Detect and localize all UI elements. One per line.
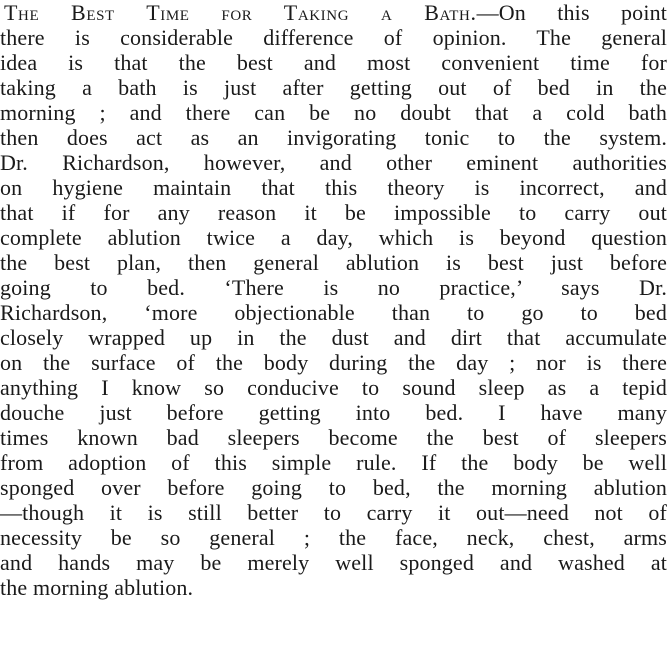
article-line-19: from adoption of this simple rule. If the body be well [0,450,667,475]
article-line-6: then does act as an invigorating tonic to the system. [0,125,667,150]
article-line-5: morning ; and there can be no doubt that a cold bath [0,100,667,125]
article-line-10: complete ablution twice a day, which is beyond question [0,225,667,250]
article-line-1-text: —On this point [476,0,667,25]
article-line-11: the best plan, then general ablution is best just before [0,250,667,275]
article-line-7: Dr. Richardson, however, and other eminent authorities [0,150,667,175]
article-line-14: closely wrapped up in the dust and dirt that accumulate [0,325,667,350]
article-line-18: times known bad sleepers become the best of sleepers [0,425,667,450]
article-line-1 [0,0,667,25]
article-line-8: on hygiene maintain that this theory is incorrect, and [0,175,667,200]
article-line-22: necessity be so general ; the face, neck, chest, arms [0,525,667,550]
article-line-13: Richardson, ‘more objectionable than to go to bed [0,300,667,325]
article-line-2: there is considerable difference of opinion. The general [0,25,667,50]
article-line-21: —though it is still better to carry it out—need not of [0,500,667,525]
article-line-9: that if for any reason it be impossible to carry out [0,200,667,225]
article-line-4: taking a bath is just after getting out of bed in the [0,75,667,100]
article-line-17: douche just before getting into bed. I have many [0,400,667,425]
article-line-23: and hands may be merely well sponged and washed at [0,550,667,575]
article-line-12: going to bed. ‘There is no practice,’ says Dr. [0,275,667,300]
article-line-20: sponged over before going to bed, the morning ablution [0,475,667,500]
article-heading: The Best Time for Taking a Bath. [4,0,477,25]
article-line-24: the morning ablution. [0,575,194,600]
article-line-3: idea is that the best and most convenient time for [0,50,667,75]
article-line-16: anything I know so conducive to sound sleep as a tepid [0,375,667,400]
article-line-15: on the surface of the body during the day ; nor is there [0,350,667,375]
